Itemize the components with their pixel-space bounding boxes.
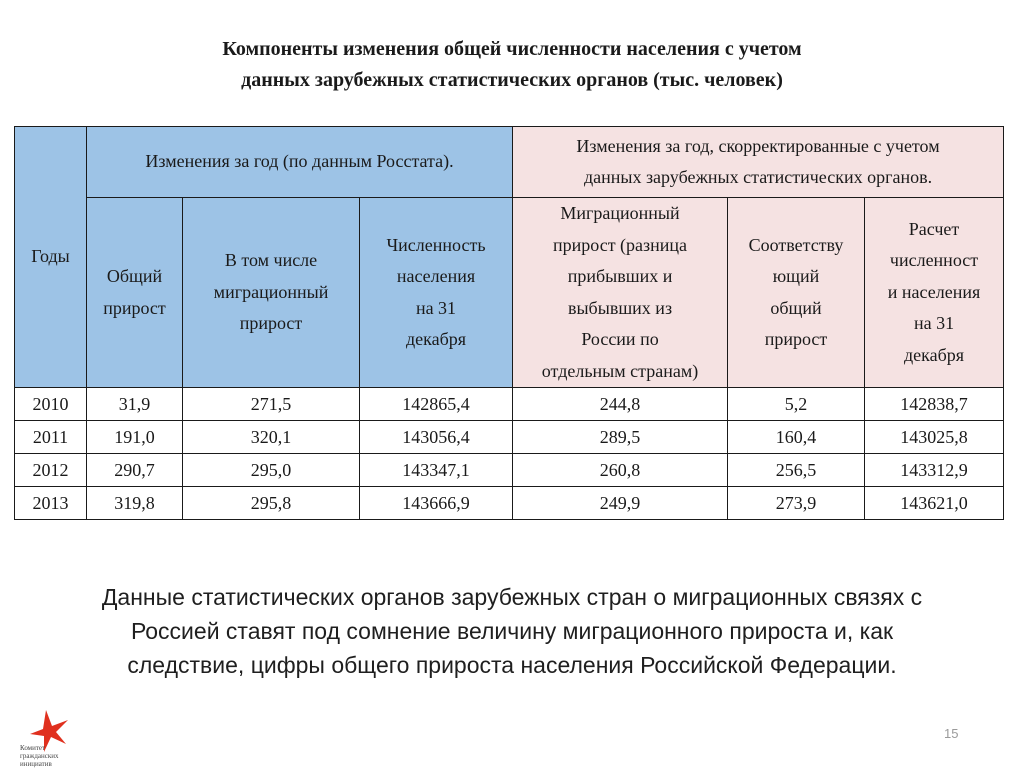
cell-migration-growth: 320,1 [183, 421, 360, 454]
years-header: Годы [15, 127, 87, 388]
cell-population: 143666,9 [360, 487, 513, 520]
header-line: прирост [764, 329, 828, 349]
cell-migration-growth: 271,5 [183, 388, 360, 421]
header-line: прибывших и [567, 266, 673, 286]
header-line: на 31 [415, 297, 457, 318]
title-line-2: данных зарубежных статистических органов (тыс. человек) [241, 69, 783, 91]
header-line: России по [581, 329, 659, 349]
cell-estimated-population: 143025,8 [865, 421, 1004, 454]
logo-caption-line: инициатив [20, 760, 52, 768]
cell-population: 143347,1 [360, 454, 513, 487]
header-line: численност [889, 250, 979, 271]
cell-foreign-migration: 260,8 [513, 454, 728, 487]
cell-year: 2011 [15, 421, 87, 454]
conclusion-text [30, 580, 994, 682]
header-estimated-population [865, 198, 1004, 388]
conclusion-line-3: следствие, цифры общего прироста населения Российской Федерации. [127, 652, 897, 678]
cell-estimated-population: 143312,9 [865, 454, 1004, 487]
header-corresponding-total-growth [728, 198, 865, 388]
foreign-group-header-line-2: данных зарубежных статистических органов. [583, 167, 933, 187]
header-line: Численность [386, 234, 486, 255]
header-line: выбывших из [567, 297, 673, 318]
header-line: декабря [405, 329, 467, 349]
cell-total-growth: 290,7 [87, 454, 183, 487]
table-header-row-2 [15, 198, 1004, 388]
logo-caption-line: Комитет [20, 744, 46, 752]
cell-corrected-growth: 160,4 [728, 421, 865, 454]
table-row [15, 487, 1004, 520]
header-line: миграционный [213, 281, 329, 302]
cell-population: 142865,4 [360, 388, 513, 421]
cell-total-growth: 31,9 [87, 388, 183, 421]
page-number: 15 [944, 726, 959, 741]
logo-caption [20, 744, 80, 768]
header-line: декабря [903, 344, 965, 365]
header-line: общий [770, 297, 822, 318]
cell-estimated-population: 142838,7 [865, 388, 1004, 421]
cell-corrected-growth: 273,9 [728, 487, 865, 520]
cell-total-growth: 319,8 [87, 487, 183, 520]
cell-year: 2012 [15, 454, 87, 487]
header-line: В том числе [224, 250, 318, 271]
header-line: прирост (разница [552, 234, 688, 255]
cell-year: 2010 [15, 388, 87, 421]
cell-foreign-migration: 244,8 [513, 388, 728, 421]
cell-population: 143056,4 [360, 421, 513, 454]
cell-corrected-growth: 5,2 [728, 388, 865, 421]
header-migration-by-country [513, 198, 728, 388]
rosstat-group-header: Изменения за год (по данным Росстата). [87, 127, 513, 198]
cell-foreign-migration: 249,9 [513, 487, 728, 520]
header-migration-growth [183, 198, 360, 388]
header-line: Соответству [748, 234, 844, 255]
cell-migration-growth: 295,8 [183, 487, 360, 520]
header-line: Расчет [908, 218, 960, 239]
header-line: прирост [103, 297, 166, 318]
table-row [15, 388, 1004, 421]
conclusion-line-1: Данные статистических органов зарубежных стран о миграционных связях с [101, 584, 923, 610]
header-line: прирост [239, 313, 303, 334]
foreign-group-header [513, 127, 1004, 198]
header-line: ющий [772, 266, 820, 286]
logo-caption-line: гражданских [20, 752, 59, 760]
population-table [14, 126, 1004, 520]
header-total-growth [87, 198, 183, 388]
header-line: Общий [106, 266, 163, 286]
header-line: Миграционный [560, 203, 680, 223]
table-header-row-1 [15, 127, 1004, 198]
header-line: населения [396, 266, 476, 286]
cell-corrected-growth: 256,5 [728, 454, 865, 487]
title-line-1: Компоненты изменения общей численности населения с учетом [222, 38, 802, 60]
table-row [15, 421, 1004, 454]
table-row [15, 454, 1004, 487]
header-line: отдельным странам) [541, 360, 699, 381]
header-line: и населения [887, 281, 981, 302]
cell-estimated-population: 143621,0 [865, 487, 1004, 520]
cell-year: 2013 [15, 487, 87, 520]
cell-migration-growth: 295,0 [183, 454, 360, 487]
header-population-dec31 [360, 198, 513, 388]
cell-total-growth: 191,0 [87, 421, 183, 454]
header-line: на 31 [913, 313, 955, 334]
foreign-group-header-line-1: Изменения за год, скорректированные с учетом [576, 135, 940, 156]
conclusion-line-2: Россией ставят под сомнение величину миграционного прироста и, как [130, 618, 894, 644]
cell-foreign-migration: 289,5 [513, 421, 728, 454]
slide-title [0, 34, 1024, 96]
